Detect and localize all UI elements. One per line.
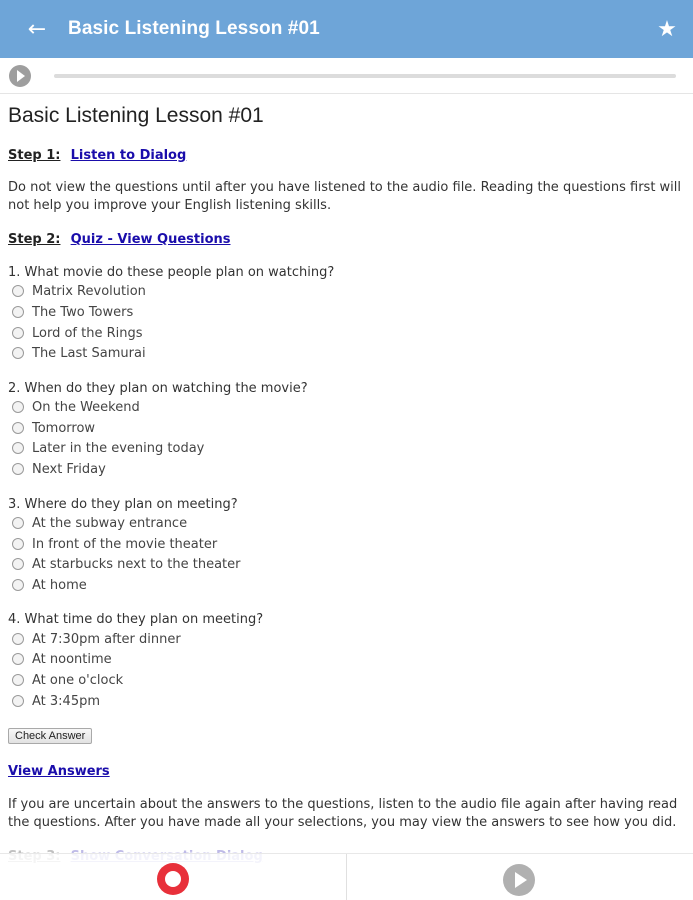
question-4 (8, 611, 688, 712)
answer-option[interactable] (8, 555, 688, 576)
answer-option[interactable] (8, 439, 688, 460)
answer-option[interactable] (8, 576, 688, 597)
option-label: Next Friday (32, 462, 106, 478)
audio-player (0, 58, 693, 94)
radio-button[interactable] (12, 517, 24, 529)
answer-option[interactable] (8, 671, 688, 692)
step-1 (8, 147, 688, 165)
question-text: 3. Where do they plan on meeting? (8, 496, 238, 512)
answer-option[interactable] (8, 282, 688, 303)
back-arrow-icon[interactable]: ← (27, 16, 47, 42)
radio-button[interactable] (12, 422, 24, 434)
option-label: At starbucks next to the theater (32, 557, 241, 573)
radio-button[interactable] (12, 558, 24, 570)
option-label: At 7:30pm after dinner (32, 631, 181, 647)
radio-button[interactable] (12, 579, 24, 591)
star-icon[interactable]: ★ (657, 16, 677, 42)
question-2 (8, 380, 688, 481)
app-bar-title: Basic Listening Lesson #01 (68, 18, 320, 39)
option-label: The Last Samurai (32, 346, 146, 362)
option-label: At 3:45pm (32, 693, 101, 709)
radio-button[interactable] (12, 347, 24, 359)
answer-option[interactable] (8, 460, 688, 481)
step-2 (8, 231, 688, 249)
option-label: On the Weekend (32, 400, 140, 416)
radio-button[interactable] (12, 285, 24, 297)
play-icon[interactable] (503, 864, 535, 896)
question-3 (8, 496, 688, 597)
instruction-note: Do not view the questions until after you have listened to the audio file. Reading the questions first will not help you improve your English listening skills. (8, 180, 682, 213)
radio-button[interactable] (12, 463, 24, 475)
listen-to-dialog-link[interactable]: Listen to Dialog (70, 148, 187, 163)
step-1-label: Step 1: (8, 148, 61, 163)
quiz-view-questions-link[interactable]: Quiz - View Questions (70, 232, 231, 247)
option-label: In front of the movie theater (32, 536, 218, 552)
radio-button[interactable] (12, 401, 24, 413)
question-text: 1. What movie do these people plan on watching? (8, 265, 335, 280)
radio-button[interactable] (12, 633, 24, 645)
answer-option[interactable] (8, 398, 688, 419)
option-label: Tomorrow (32, 420, 96, 436)
option-label: Later in the evening today (32, 441, 205, 457)
option-label: At the subway entrance (32, 515, 188, 531)
bottom-action-bar (0, 853, 693, 900)
question-text: 2. When do they plan on watching the movie? (8, 380, 308, 396)
radio-button[interactable] (12, 695, 24, 707)
check-answer-button[interactable]: Check Answer (8, 728, 92, 744)
uncertain-note: If you are uncertain about the answers to the questions, listen to the audio file again after having read the questions. After you have made all your selections, you may view the answers to see how you did. (8, 797, 678, 830)
radio-button[interactable] (12, 653, 24, 665)
answer-option[interactable] (8, 691, 688, 712)
answer-option[interactable] (8, 418, 688, 439)
radio-button[interactable] (12, 442, 24, 454)
radio-button[interactable] (12, 538, 24, 550)
answer-option[interactable] (8, 514, 688, 535)
answer-option[interactable] (8, 303, 688, 324)
audio-progress-track[interactable] (54, 74, 676, 78)
question-1 (8, 264, 688, 365)
option-label: At one o'clock (32, 672, 124, 688)
radio-button[interactable] (12, 306, 24, 318)
app-bar (0, 0, 693, 58)
option-label: At home (32, 577, 87, 593)
answer-option[interactable] (8, 344, 688, 365)
play-icon[interactable] (9, 65, 31, 87)
answer-option[interactable] (8, 323, 688, 344)
page-title: Basic Listening Lesson #01 (8, 104, 264, 127)
answer-option[interactable] (8, 534, 688, 555)
option-label: At noontime (32, 652, 112, 668)
question-text: 4. What time do they plan on meeting? (8, 612, 264, 628)
radio-button[interactable] (12, 327, 24, 339)
option-label: Matrix Revolution (32, 284, 146, 300)
step-2-label: Step 2: (8, 232, 61, 247)
option-label: The Two Towers (32, 305, 134, 321)
lesson-content (8, 96, 688, 866)
view-answers-link[interactable]: View Answers (8, 764, 110, 779)
radio-button[interactable] (12, 674, 24, 686)
bottom-bar-divider (346, 854, 347, 900)
answer-option[interactable] (8, 650, 688, 671)
view-answers (8, 763, 688, 781)
option-label: Lord of the Rings (32, 325, 143, 341)
record-icon[interactable] (157, 863, 189, 895)
answer-option[interactable] (8, 629, 688, 650)
